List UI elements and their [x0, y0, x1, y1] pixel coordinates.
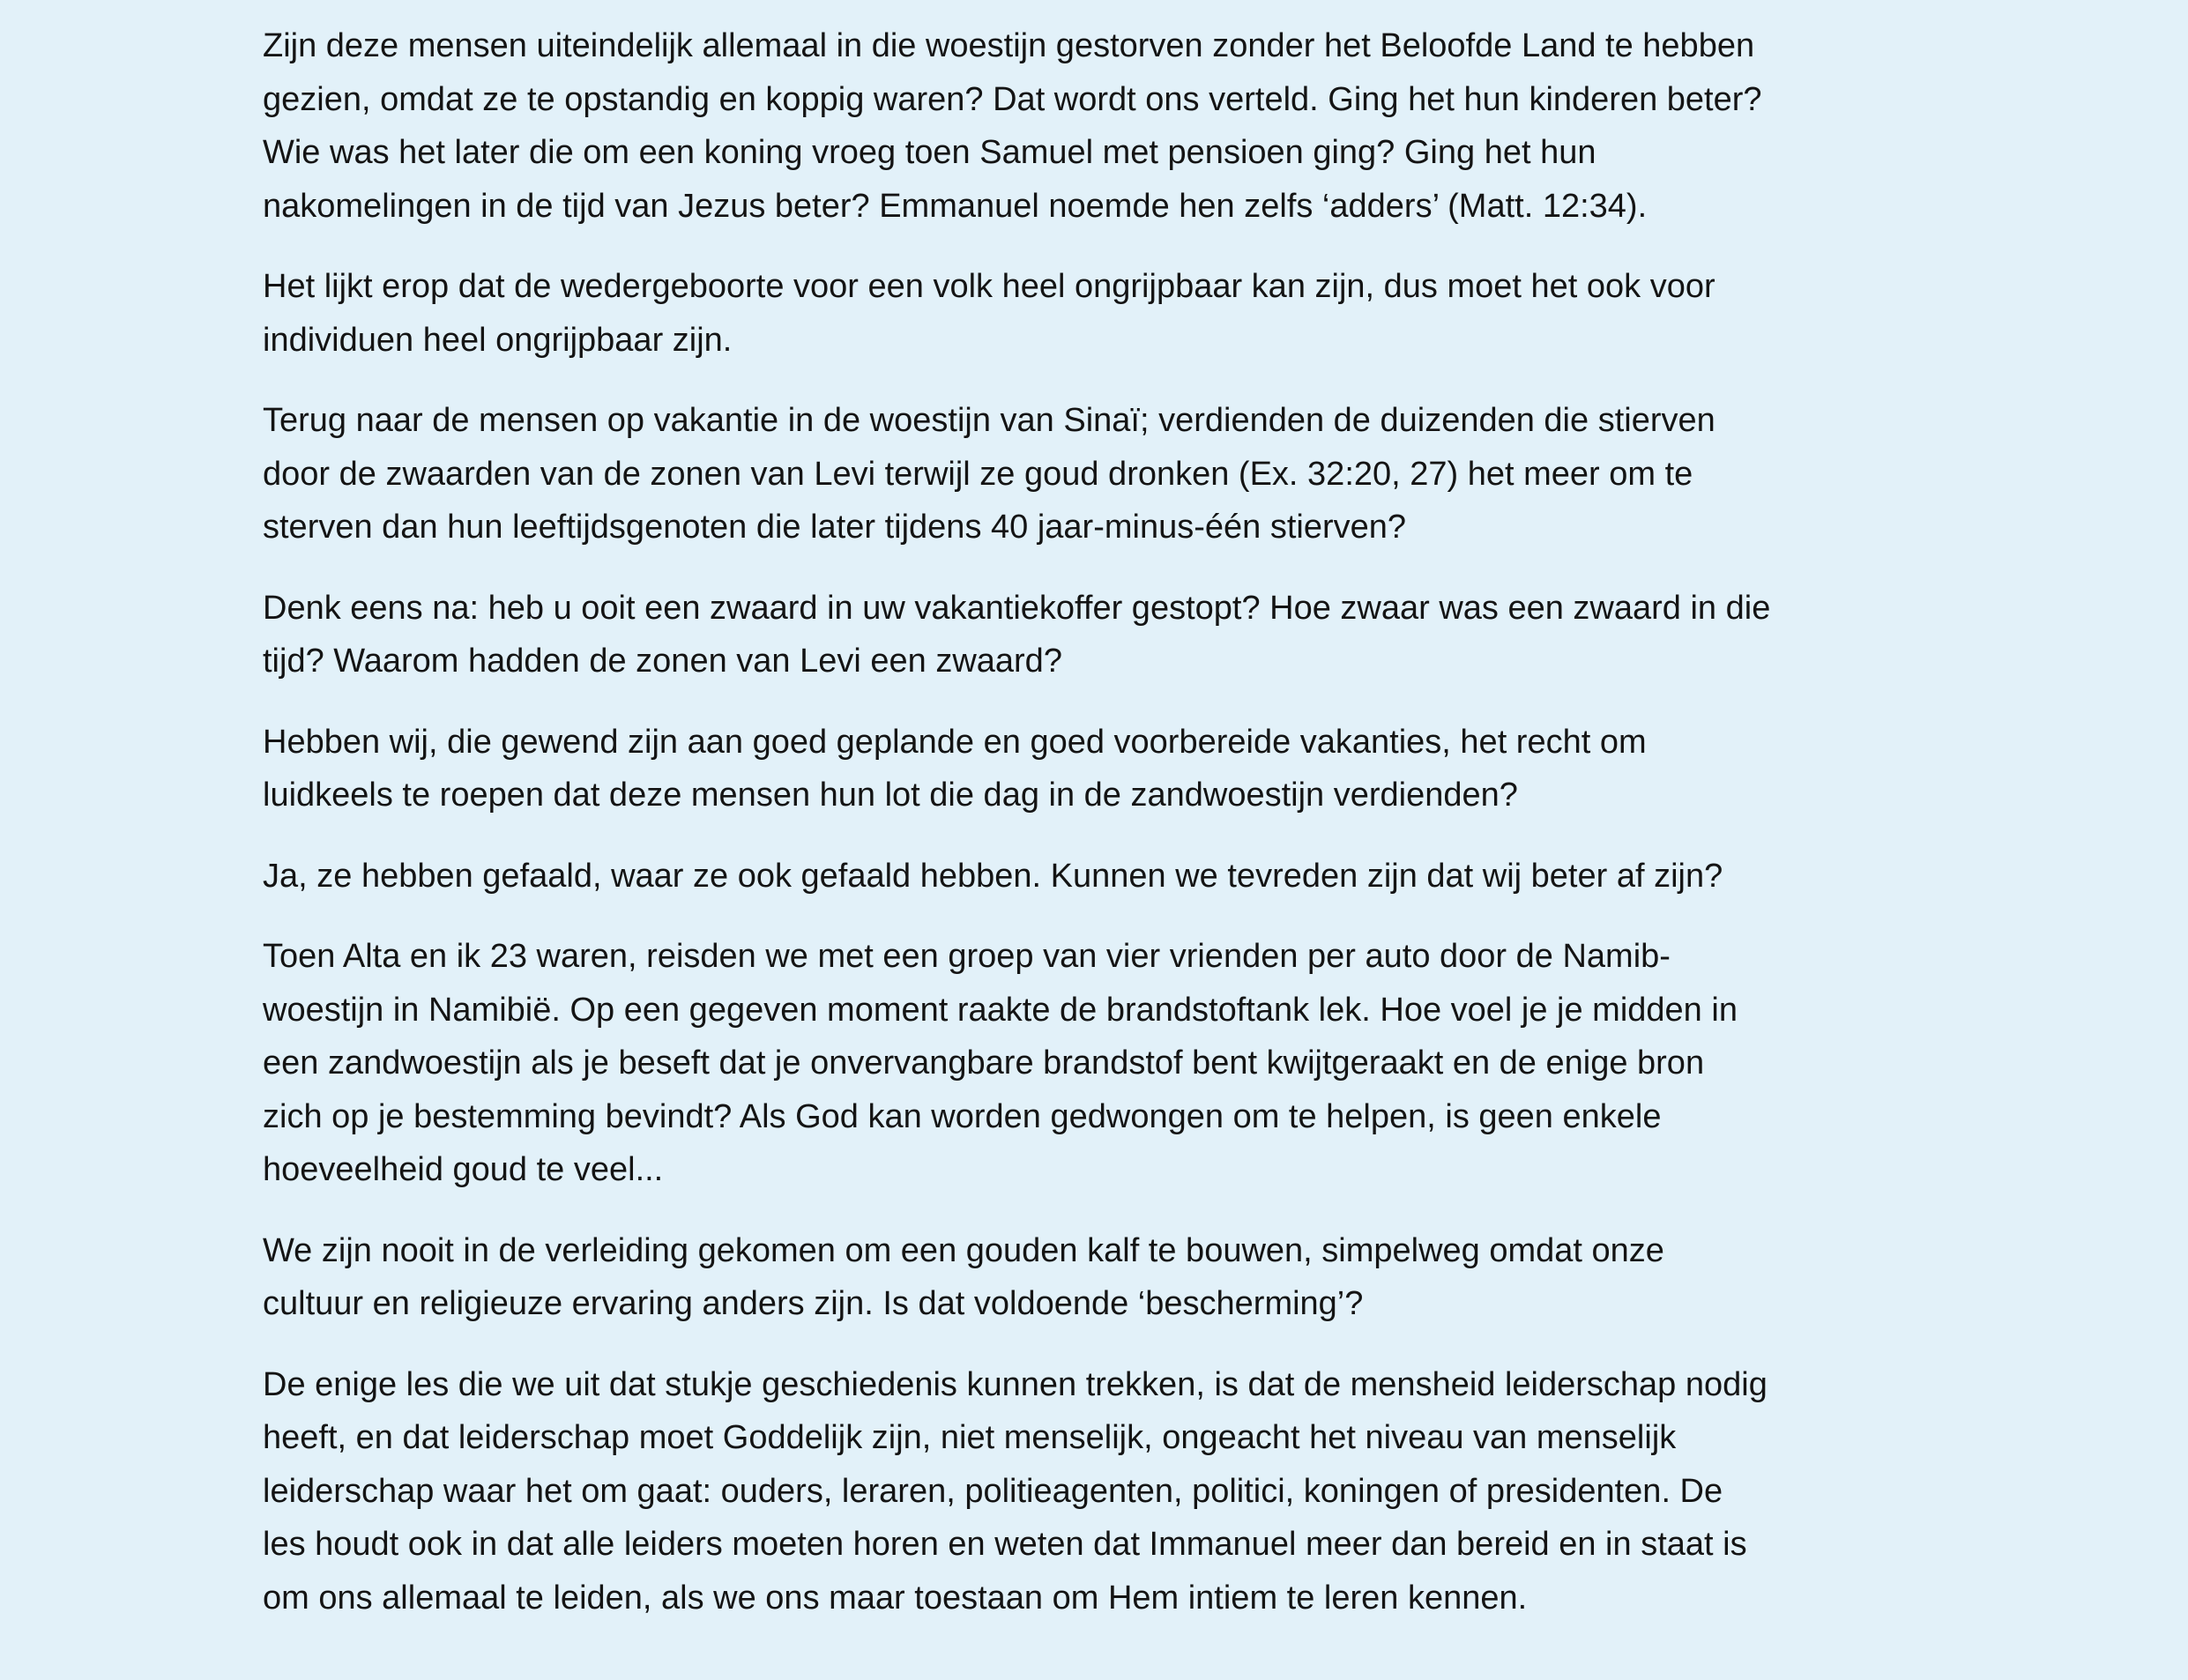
text-line: hoeveelheid goud te veel...	[263, 1151, 664, 1188]
text-line: door de zwaarden van de zonen van Levi terwijl ze goud dronken (Ex. 32:20, 27) het meer om te	[263, 455, 1693, 493]
text-line: om ons allemaal te leiden, als we ons maar toestaan om Hem intiem te leren kennen.	[263, 1579, 1528, 1617]
text-line: tijd? Waarom hadden de zonen van Levi een zwaard?	[263, 643, 1062, 680]
text-line: cultuur en religieuze ervaring anders zijn. Is dat voldoende ‘bescherming’?	[263, 1285, 1364, 1322]
text-line: woestijn in Namibië. Op een gegeven moment raakte de brandstoftank lek. Hoe voel je je midden in	[263, 991, 1738, 1029]
paragraph-4	[263, 582, 1955, 688]
text-line: luidkeels te roepen dat deze mensen hun lot die dag in de zandwoestijn verdienden?	[263, 777, 1518, 814]
text-line: zich op je bestemming bevindt? Als God kan worden gedwongen om te helpen, is geen enkele	[263, 1097, 1662, 1135]
text-line: Wie was het later die om een koning vroeg toen Samuel met pensioen ging? Ging het hun	[263, 134, 1596, 171]
paragraph-7	[263, 930, 1955, 1197]
text-line: Denk eens na: heb u ooit een zwaard in uw vakantiekoffer gestopt? Hoe zwaar was een zwaard in die	[263, 589, 1771, 627]
paragraph-1	[263, 19, 1955, 233]
text-line: Toen Alta en ik 23 waren, reisden we met een groep van vier vrienden per auto door de Namib-	[263, 938, 1671, 975]
text-line: nakomelingen in de tijd van Jezus beter? Emmanuel noemde hen zelfs ‘adders’ (Matt. 12:34).	[263, 187, 1648, 225]
text-line: individuen heel ongrijpbaar zijn.	[263, 321, 733, 359]
paragraph-6	[263, 850, 1955, 903]
text-line: We zijn nooit in de verleiding gekomen om een gouden kalf te bouwen, simpelweg omdat onze	[263, 1231, 1664, 1269]
text-line: les houdt ook in dat alle leiders moeten horen en weten dat Immanuel meer dan bereid en in staat is	[263, 1526, 1747, 1563]
text-line: een zandwoestijn als je beseft dat je onvervangbare brandstof bent kwijtgeraakt en de enige bron	[263, 1044, 1705, 1082]
text-line: Zijn deze mensen uiteindelijk allemaal in die woestijn gestorven zonder het Beloofde Land te hebben	[263, 27, 1755, 64]
paragraph-9	[263, 1358, 1955, 1625]
document-body	[263, 19, 1955, 1652]
text-line: Hebben wij, die gewend zijn aan goed geplande en goed voorbereide vakanties, het recht om	[263, 723, 1647, 761]
paragraph-5	[263, 716, 1955, 822]
paragraph-3	[263, 394, 1955, 554]
text-line: Het lijkt erop dat de wedergeboorte voor een volk heel ongrijpbaar kan zijn, dus moet het ook voor	[263, 268, 1715, 305]
text-line: leiderschap waar het om gaat: ouders, leraren, politieagenten, politici, koningen of presidenten. De	[263, 1472, 1723, 1510]
text-line: Terug naar de mensen op vakantie in de woestijn van Sinaï; verdienden de duizenden die stierven	[263, 402, 1715, 439]
text-line: sterven dan hun leeftijdsgenoten die later tijdens 40 jaar-minus-één stierven?	[263, 509, 1407, 546]
text-line: gezien, omdat ze te opstandig en koppig waren? Dat wordt ons verteld. Ging het hun kinderen beter?	[263, 80, 1762, 118]
text-line: De enige les die we uit dat stukje geschiedenis kunnen trekken, is dat de mensheid leiderschap nodig	[263, 1365, 1768, 1403]
paragraph-2	[263, 260, 1955, 367]
paragraph-8	[263, 1224, 1955, 1331]
text-line: Ja, ze hebben gefaald, waar ze ook gefaald hebben. Kunnen we tevreden zijn dat wij beter af zijn?	[263, 857, 1723, 895]
text-line: heeft, en dat leiderschap moet Goddelijk zijn, niet menselijk, ongeacht het niveau van menselijk	[263, 1419, 1677, 1456]
